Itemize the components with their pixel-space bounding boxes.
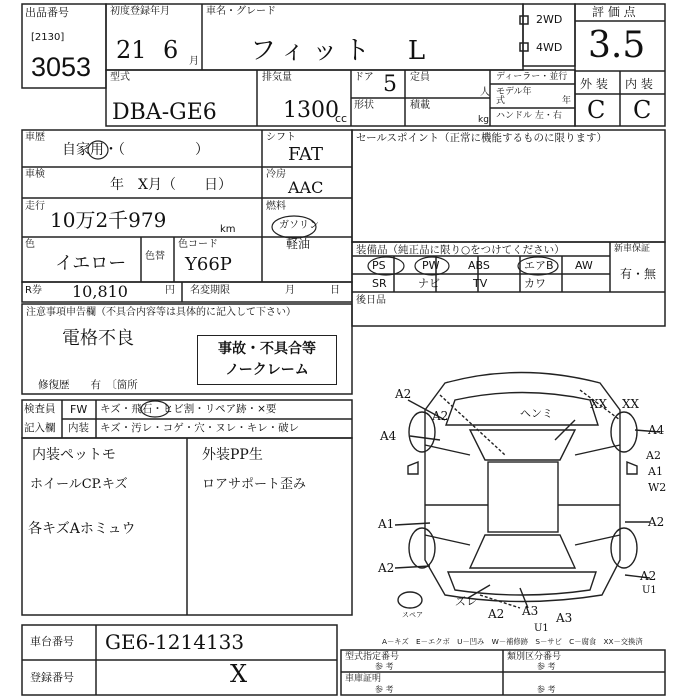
exterior-label: 外 装 [580,77,608,91]
color-label: 色 [25,239,35,250]
type-cert-ref: 参 考 [375,662,394,671]
equipment-label: 装備品（純正品に限り○をつけてください） [356,244,565,256]
interior-row-label: 内装 [68,422,89,434]
shift-label: シフト [266,132,296,143]
score-value: 3.5 [588,25,646,66]
interior-marks: キズ・汚レ・コゲ・穴・ヌレ・キレ・破レ [100,422,300,434]
fuel-label: 燃料 [266,201,286,212]
stamp-line-1: 事故・不具合等 [218,341,316,357]
chassis-label: 車台番号 [30,635,74,648]
handle-label: ハンドル 左・右 [496,111,562,121]
equip-navi: ナビ [418,277,440,290]
damage-legend: A－キズ E－エクボ U－凹み W－補修跡 S－サビ C－腐食 XX－交換済 [382,637,643,646]
model-value: DBA-GE6 [112,100,217,125]
fuel-gasoline: ガソリン [279,220,319,231]
ac-label: 冷房 [266,169,286,180]
mileage-value: 10万2千979 [50,208,167,232]
caution-value: 電格不良 [62,328,134,349]
inspector-comment-3: ホイールCP.キズ [30,477,128,492]
equip-ps: PS [372,259,386,272]
misc-ref: 参 考 [537,685,556,694]
history-label: 車歴 [25,132,45,143]
model-label: 型式 [110,72,130,83]
door-value: 5 [383,72,397,97]
history-value: 自家用・（ ） [62,142,209,158]
lot-label: 出品番号 [25,6,69,19]
registration-label: 登録番号 [30,671,74,684]
later-items-label: 後日品 [356,295,386,306]
first-reg-year: 21 [116,36,147,64]
color-code-label: 色コード [178,239,218,250]
interior-label: 内 装 [625,77,653,91]
damage-mark: A1 [378,517,395,531]
damage-mark: XX [590,397,608,411]
dealer-label: ディーラー・並行 [496,72,568,82]
door-label: ドア [354,72,374,83]
fuel-diesel: 軽油 [286,237,311,251]
inspector-comment-1: 内装ペットモ [32,447,116,463]
class-code-ref: 参 考 [537,662,556,671]
damage-mark: A4 [380,429,397,443]
registration-mark: X [230,660,248,688]
car-name-value: フィット L [250,36,432,66]
shape-label: 形状 [354,100,374,111]
color-change-label: 色替 [145,251,165,262]
damage-mark: A2 [488,607,505,621]
color-code-value: Y66P [185,254,232,275]
damage-mark: A2 [648,515,665,529]
shift-value: FAT [288,144,323,165]
equip-abs: ABS [468,259,490,272]
mileage-label: 走行 [25,201,45,212]
inspector-label-1: 検査員 [24,403,56,415]
first-reg-month: 6 [163,36,179,64]
capacity-label: 定員 [410,72,430,83]
damage-mark: A4 [648,423,665,437]
chassis-value: GE6-1214133 [105,630,245,654]
car-name-label: 車名・グレード [206,6,276,17]
equip-pw: PW [422,259,440,272]
damage-mark: U1 [534,623,549,634]
equip-sr: SR [372,277,387,290]
garage-cert-ref: 参 考 [375,685,394,694]
inspection-label: 車検 [25,169,45,180]
month-unit: 月 [189,56,199,67]
damage-mark: A2 [395,387,412,401]
year-unit: 年 [562,96,572,106]
stamp-line-2: ノークレーム [225,362,309,378]
equip-aw: AW [575,259,593,272]
damage-mark: A2 [432,409,449,423]
load-unit: kg [478,115,489,125]
new-car-warranty-value: 有・無 [620,267,657,281]
damage-mark: U1 [642,585,657,596]
inspector-comment-2: 外装PP生 [202,447,263,463]
damage-mark: XX [622,397,640,411]
lot-number: 3053 [31,52,92,82]
class-code-label: 類別区分番号 [507,652,562,662]
repair-history-label: 修復歴 有 〔箇所 [38,379,138,391]
inspector-comment-5: 各キズAホミュウ [28,521,136,537]
fw-marks: キズ・飛石・ヒビ割・リペア跡・×要 [100,403,277,415]
displacement-value: 1300 [283,98,339,123]
interior-grade: C [633,96,652,124]
damage-mark: W2 [648,481,667,494]
damage-mark: A2 [378,561,395,575]
inspector-comment-4: ロアサポート歪み [202,477,307,492]
no-claim-stamp [197,335,337,385]
damage-mark: A3 [522,604,539,618]
caution-label: 注意事項申告欄（不具合内容等は具体的に記入して下さい） [26,307,296,318]
recycle-unit: 円 [165,285,175,296]
name-change-month: 月 [285,285,295,296]
damage-mark: A3 [556,611,573,625]
4wd-label: 4WD [536,41,563,54]
name-change-day: 日 [330,285,340,296]
mileage-unit: km [220,224,236,235]
lot-code: [2130] [31,32,65,43]
sales-point-label: セールスポイント（正常に機能するものに限ります） [356,132,608,144]
spare-label: スペア [402,611,423,619]
displacement-unit: cc [335,112,348,125]
recycle-label: R券 [25,285,42,296]
damage-mark: A2 [646,449,661,462]
garage-cert-label: 車庫証明 [345,674,382,684]
load-label: 積載 [410,100,430,111]
model-year-label: モデル年式 [496,87,532,106]
equip-airbag: エアB [524,259,554,272]
zure-label: ズレ [455,595,477,608]
inspector-label-2: 記入欄 [24,422,56,434]
displacement-label: 排気量 [262,72,292,83]
exterior-grade: C [587,96,606,124]
recycle-value: 10,810 [72,282,128,301]
inspection-value: 年 X月（ 日） [110,177,232,193]
name-change-label: 名変期限 [190,285,230,296]
2wd-label: 2WD [536,13,563,26]
damage-mark: A1 [648,465,663,478]
type-cert-label: 型式指定番号 [345,652,400,662]
diagram-note: ヘンミ [520,407,553,420]
first-reg-label: 初度登録年月 [110,6,170,17]
equip-tv: TV [473,277,488,290]
equip-leather: カワ [524,277,546,290]
ac-value: AAC [288,178,324,197]
damage-mark: A2 [640,569,657,583]
capacity-unit: 人 [480,87,490,98]
fw-label: FW [70,403,88,416]
color-value: イエロー [55,253,127,274]
score-label: 評 価 点 [592,5,636,19]
new-car-warranty-label: 新車保証 [614,244,651,254]
